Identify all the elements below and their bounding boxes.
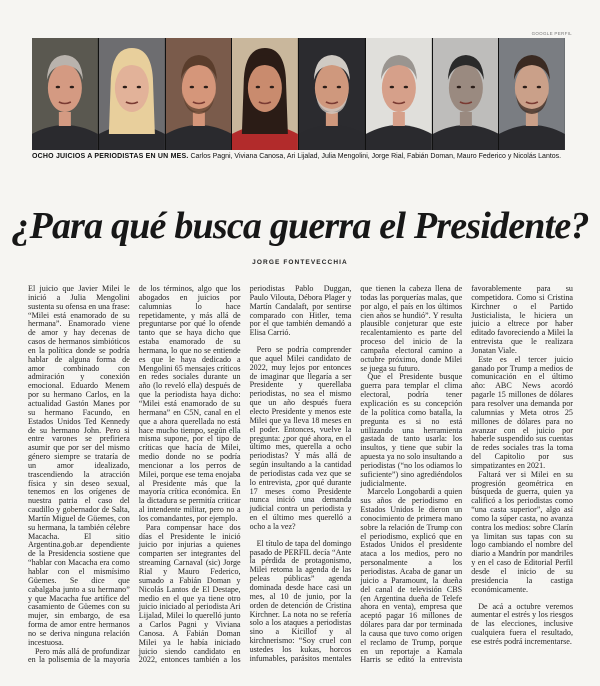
paragraph: Pero se podría comprender que aquel Milei candidato de 2022, muy lejos por entonces de imaginar que llegaría a ser Presidente y querellaba periodistas, no sea el mismo que un año después fuera electo Presidente y menos este Milei que ya lleva 18 meses en el poder. Entonces, vuelve la pregunta: ¿por qué ahora, en el último mes, querella a ocho periodistas? Y más allá de según insultando a la cantidad de periodistas cada vez que se lo entrevista, ¿por qué durante 17 meses como Presidente nunca inició una demanda judicial contra un periodista y en el último mes querelló a ocho a la vez? (249, 345, 352, 531)
paragraph: Que el Presidente busque guerra para templar el clima electoral, podría tener explicación es su concepción de la política como batalla, la pregunta es si no está utilizando una herramienta gastada de tanto usarla: los insultos, y tiene que subir la apuesta ya no solo insultando a periodistas (“no los odiamos lo suficiente”) sino agrediéndolos judicialmente. (360, 372, 463, 488)
paragraph: El juicio que Javier Milei le inició a Julia Mengolini sustenta su ofensa en una frase: “Milei está enamorado de su hermana”. Enamorado viene de amor y hay decenas de casos de hermanos simbióticos en la política donde se podría hablar de alguna forma de amor combinado con admiración y conexión emocional. Eduardo Menem por su hermano Carlos, en la actualidad Gastón Manes por su hermano Facundo, en Estados Unidos Ted Kennedy de su hermano John. Pero si entre varones se prefiriera asumir que por ser del mismo género siempre se trataría de un amor idealizado, trascendiendo la atracción física y sin deseo sexual, tenemos en los orígenes de nuestra patria el caso del caudillo y gobernador de Salta, Martín Miguel de Güemes, con su hermana, la también célebre Macacha. El sitio Argentina.gob.ar dependiente de la Presidencia sostiene que “hablar con Macacha era como hablar con el mismísimo Güemes. Se dice que cabalgaba junto a su hermano” y que Macacha fue artífice del casamiento de Güemes con su mujer, sin embargo, de esa forma de amor entre hermanos no se deriva ninguna relación incestuosa. (28, 285, 130, 647)
photo-strip (32, 38, 565, 150)
caption-lead: OCHO JUICIOS A PERIODISTAS EN UN MES. (32, 153, 189, 160)
photo-credit: GOOGLE PERFIL (531, 31, 572, 36)
photo-caption (32, 152, 572, 162)
paragraph: Faltará ver si Milei en su progresión geométrica en búsqueda de guerra, quien ya calificó a los periodistas como “una casta superior”, algo así como la súper casta, no avanza contra los medios: sobre Clarín ya limitan sus tapas con su logo cambiando el nombre del diario a Mandrín por mandriles y en el caso de Editorial Perfil desde el inicio de su presidencia la castiga económicamente. (471, 469, 573, 594)
headline: ¿Para qué busca guerra el Presidente? (11, 205, 589, 247)
portrait-photo (166, 38, 232, 150)
paragraph: Para compensar hace dos días el Presidente le inició juicio por injurias a quienes comparten ser integrantes del streaming Carnaval (sic) Jorge Rial y Mauro Federico, sumado a Fabián Doman y Nicolás Lantos de El Destape, medio en el que ya tiene otro juicio iniciado al periodista Ari Lijalad, Milei lo querelló junto a Carlos Pagni y Viviana Canosa. A Fabián Doman Milei ya le había iniciado juicio siendo candidato en 2022, entonces también a los periodistas Pablo Duggan, Paulo Vilouta, Débora Plager y Martín Candalaft, por sentirse comparado con Hitler, tema por el que también demandó a Elisa Carrió. (138, 285, 352, 665)
article-body (28, 285, 573, 682)
paragraph: Pero más allá de profundizar en la polisemia de la mayoría de los términos, algo que los abogados en juicios por calumnias lo hace repetidamente, y más allá de preguntarse por qué lo ofende tanto que se haya dicho que estaba enamorado de su hermana, lo que no se entiende es que le haya dedicado a Mengolini 65 mensajes críticos en redes sociales durante un año (lo reveló ella) después de que la periodista haya dicho: “Milei está enamorado de su hermana” en C5N, canal en el que a ahora querellada no está hace mucho tiempo, según ella misma supone, por el tipo de críticas que hacía de Milei, medio donde no se podría mencionar a los perros de Milei, porque ese tema enojaba al Presidente más que la mayoría crítica económica. En la dictadura se permitía criticar al intendente militar, pero no a los comandantes, por ejemplo. (28, 285, 241, 665)
paragraph: Marcelo Longobardi a quien sus años de periodismo en Estados Unidos le dieron un conocimiento de primera mano sobre la relación de Trump con el periodismo, explicó que en Estados Unidos el presidente ataca a los medios, pero no personalmente a los periodistas. Acaba de ganar un juicio a Paramount, la dueña del canal de televisión CBS (en Argentina dueña de Telefe ahora en venta), empresa que aceptó pagar 16 millones de dólares para dar por terminada la causa que tuvo como origen el reclamo de Trump, porque en un reportaje a Kamala Harris se editó la entrevista favorablemente para su competidora. Como si Cristina Kirchner o el Partido Justicialista, le hiciera un juicio a eltrece por haber editado favoreciendo a Milei la entrevista que le realizara Jonatan Viale. (360, 285, 573, 665)
portrait-photo (99, 38, 165, 150)
portrait-photo (299, 38, 365, 150)
caption-names: Carlos Pagni, Viviana Canosa, Ari Lijalad, Julia Mengolini, Jorge Rial, Fabián Doman, Mauro Federico y Nicolás Lantos. (190, 153, 562, 160)
portrait-photo (232, 38, 298, 150)
portrait-photo (32, 38, 98, 150)
paragraph: Este es el tercer juicio ganado por Trump a medios de comunicación en el último año: ABC News acordó pagarle 15 millones de dólares para resolver una demanda por calumnias y Meta otros 25 millones de dólares para no avanzar con el juicio por haberle suspendido sus cuentas de redes sociales tras la toma del Capitolio por sus simpatizantes en 2021. (471, 354, 573, 470)
portrait-photo (433, 38, 499, 150)
paragraph: El título de tapa del domingo pasado de PERFIL decía “Ante la pérdida de protagonismo, Milei retoma la agenda de las peleas públicas” agenda dominada desde hace casi un mes, al 10 de junio, por la orden de detención de Cristina Kirchner. La nota no se refería solo a los ataques a periodistas sino a Kicillof y al kirchnerismo: “Soy cruel con ustedes los kukas, horcos infumables, parásitos mentales que tienen la cabeza llena de todas las porquerías malas, que por algo, el país en los últimos cien años se hundió”. Y resulta plausible conjeturar que este recalentamiento es parte del proceso del inicio de la campaña electoral camino a octubre próximo, donde Milei se juega su futuro. (249, 285, 463, 663)
paragraph: De acá a octubre veremos aumentar el estrés y los riesgos de las elecciones, inclusive cualquiera fuera el resultado, ese estrés podrá incrementarse. (471, 601, 573, 646)
portrait-photo (366, 38, 432, 150)
portrait-photo (499, 38, 565, 150)
byline: JORGE FONTEVECCHIA (252, 259, 348, 266)
